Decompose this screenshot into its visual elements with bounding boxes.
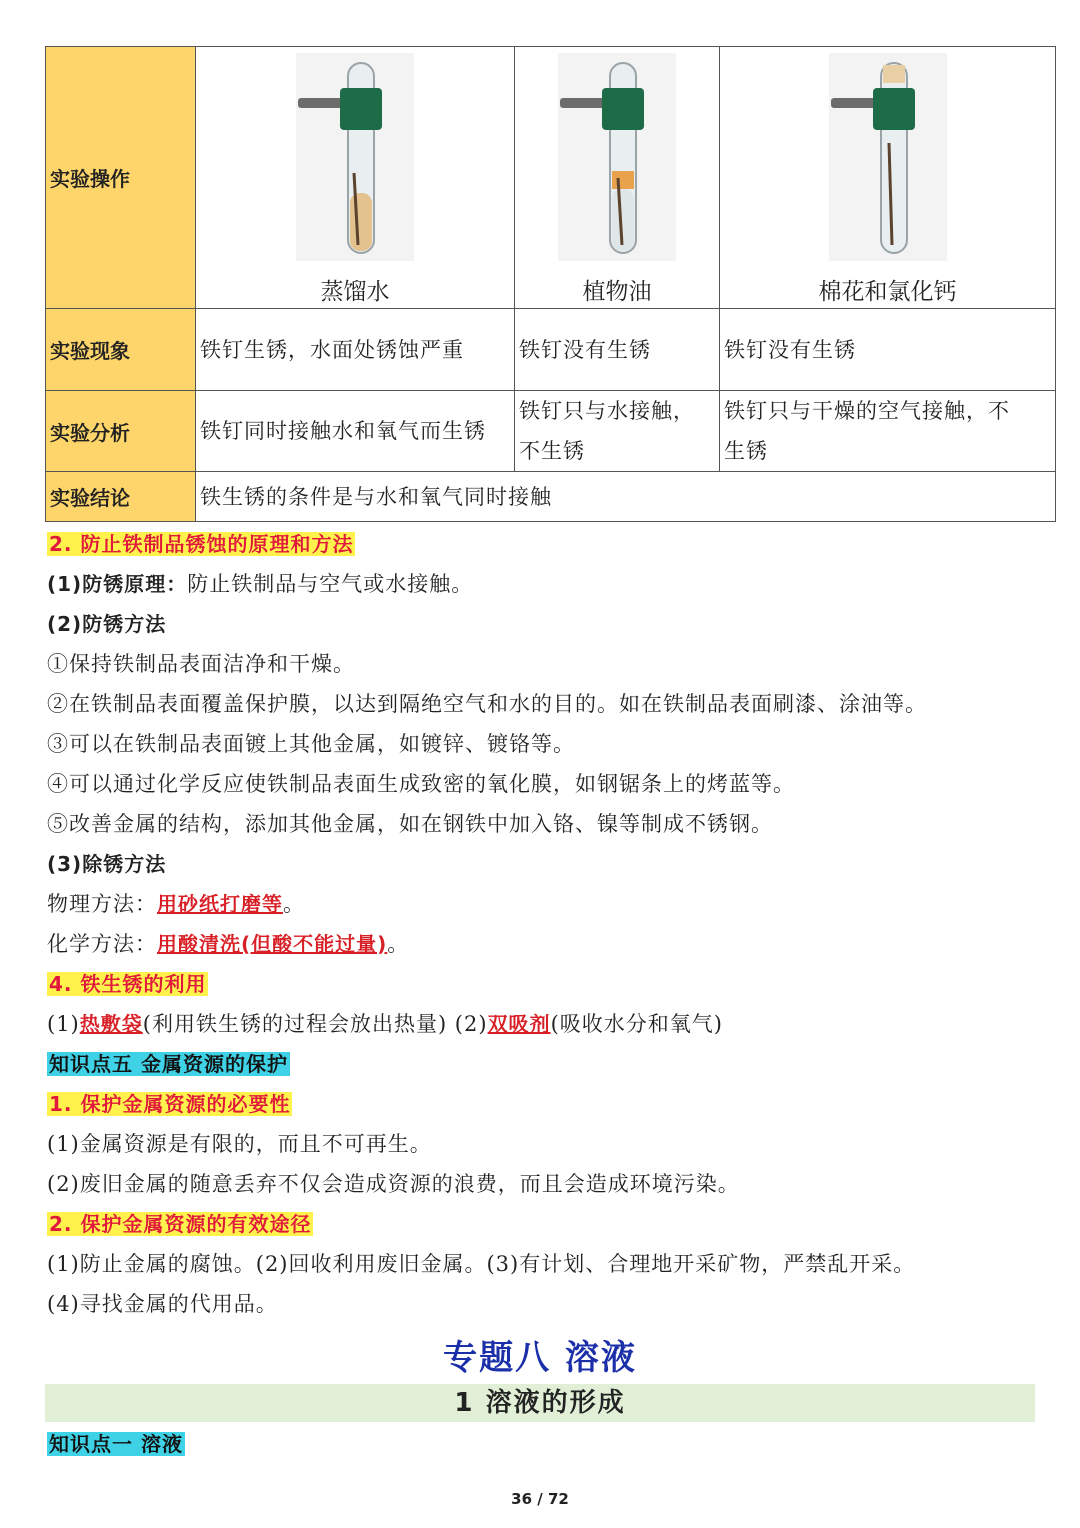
- row-label-analysis: 实验分析: [46, 391, 196, 472]
- rust-principle: (1)防锈原理：防止铁制品与空气或水接触。: [47, 572, 474, 596]
- section-title-rust-use: 4. 铁生锈的利用: [49, 972, 207, 996]
- phenomenon-oil: 铁钉没有生锈: [519, 337, 651, 362]
- row-label-phenomenon: 实验现象: [46, 309, 196, 391]
- page-number: 36 / 72: [511, 1490, 569, 1508]
- derust-heading: (3)除锈方法: [47, 852, 167, 876]
- experiment-table: [45, 46, 1056, 522]
- chemical-method: 化学方法：用酸清洗(但酸不能过量)。: [47, 932, 410, 956]
- caption-oil: 植物油: [582, 279, 652, 305]
- method-3: ③可以在铁制品表面镀上其他金属，如镀锌、镀铬等。: [47, 732, 575, 756]
- topic-title: 专题八 溶液: [443, 1338, 637, 1378]
- method-5: ⑤改善金属的结构，添加其他金属，如在钢铁中加入铬、镍等制成不锈钢。: [47, 812, 773, 836]
- row-label-conclusion: 实验结论: [46, 472, 196, 522]
- row-label-operation: 实验操作: [46, 47, 196, 309]
- analysis-cotton-line2: 生锈: [724, 439, 768, 463]
- chapter-band: 1 溶液的形成: [45, 1384, 1035, 1422]
- caption-cotton: 棉花和氯化钙: [818, 279, 957, 305]
- analysis-oil-line1: 铁钉只与水接触，: [519, 399, 695, 423]
- physical-method: 物理方法：用砂纸打磨等。: [47, 892, 305, 916]
- test-tube-image-water: [296, 53, 414, 261]
- test-tube-cell-water: [196, 47, 515, 309]
- rust-use-items: (1)热敷袋(利用铁生锈的过程会放出热量) (2)双吸剂(吸收水分和氧气): [47, 1012, 723, 1036]
- analysis-cotton-line1: 铁钉只与干燥的空气接触，不: [724, 399, 1010, 423]
- test-tube-cell-oil: [515, 47, 720, 309]
- method-4: ④可以通过化学反应使铁制品表面生成致密的氧化膜，如钢锯条上的烤蓝等。: [47, 772, 795, 796]
- knowledge-point-1-title: 知识点一 溶液: [49, 1432, 183, 1456]
- analysis-oil-line2: 不生锈: [519, 439, 585, 463]
- test-tube-image-cotton: [829, 53, 947, 261]
- effective-ways-1: (1)防止金属的腐蚀。(2)回收利用废旧金属。(3)有计划、合理地开采矿物，严禁乱开采。: [47, 1252, 916, 1276]
- section-title-effective-ways: 2. 保护金属资源的有效途径: [49, 1212, 312, 1236]
- rust-methods-heading: (2)防锈方法: [47, 612, 167, 636]
- necessity-2: (2)废旧金属的随意丢弃不仅会造成资源的浪费，而且会造成环境污染。: [47, 1172, 740, 1196]
- section-title-necessity: 1. 保护金属资源的必要性: [49, 1092, 291, 1116]
- analysis-water: 铁钉同时接触水和氧气而生锈: [200, 419, 486, 443]
- necessity-1: (1)金属资源是有限的，而且不可再生。: [47, 1132, 432, 1156]
- test-tube-cell-cotton: [720, 47, 1056, 309]
- section-title-prevent-rust: 2. 防止铁制品锈蚀的原理和方法: [49, 532, 354, 556]
- conclusion-text: 铁生锈的条件是与水和氧气同时接触: [200, 484, 552, 509]
- effective-ways-2: (4)寻找金属的代用品。: [47, 1292, 278, 1316]
- method-1: ①保持铁制品表面洁净和干燥。: [47, 652, 355, 676]
- caption-water: 蒸馏水: [320, 279, 390, 305]
- method-2: ②在铁制品表面覆盖保护膜，以达到隔绝空气和水的目的。如在铁制品表面刷漆、涂油等。: [47, 692, 927, 716]
- test-tube-image-oil: [558, 53, 676, 261]
- phenomenon-cotton: 铁钉没有生锈: [724, 337, 856, 362]
- phenomenon-water: 铁钉生锈，水面处锈蚀严重: [200, 337, 464, 362]
- knowledge-point-5-title: 知识点五 金属资源的保护: [49, 1052, 288, 1076]
